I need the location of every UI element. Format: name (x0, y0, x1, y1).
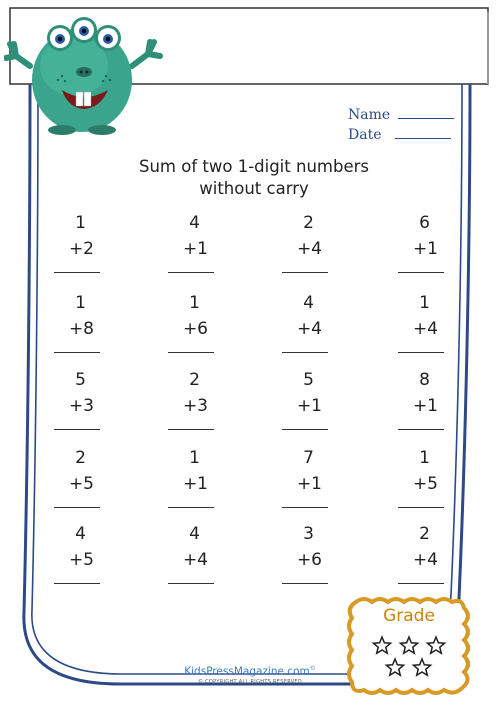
answer-line[interactable] (168, 507, 214, 508)
addend-bottom: +4 (412, 319, 438, 339)
addend-bottom: +1 (412, 396, 438, 416)
addend-top: 5 (303, 370, 314, 390)
addend-top: 1 (189, 293, 200, 313)
addend-bottom: +1 (296, 396, 322, 416)
addend-top: 2 (419, 524, 430, 544)
answer-line[interactable] (54, 272, 100, 273)
addition-problem (30, 445, 100, 497)
footer (150, 665, 350, 685)
answer-line[interactable] (54, 352, 100, 353)
addend-bottom: +4 (182, 550, 208, 570)
addend-top: 4 (303, 293, 314, 313)
addition-problem (258, 521, 328, 573)
addend-bottom: +8 (68, 319, 94, 339)
addend-top: 3 (303, 524, 314, 544)
answer-line[interactable] (168, 272, 214, 273)
brand-text (150, 665, 350, 678)
addition-problem (30, 367, 100, 419)
addition-problem (30, 290, 100, 342)
addition-problem (258, 290, 328, 342)
addend-bottom: +6 (182, 319, 208, 339)
grade-badge (346, 596, 472, 696)
answer-line[interactable] (398, 352, 444, 353)
answer-line[interactable] (168, 429, 214, 430)
addition-problem (374, 445, 444, 497)
answer-line[interactable] (54, 429, 100, 430)
addend-top: 1 (75, 293, 86, 313)
addend-top: 1 (189, 448, 200, 468)
title-line-2: without carry (199, 179, 309, 198)
addition-problem (30, 521, 100, 573)
addition-problem (144, 367, 214, 419)
addend-top: 2 (75, 448, 86, 468)
title-line-1: Sum of two 1-digit numbers (139, 157, 369, 176)
addend-bottom: +4 (296, 239, 322, 259)
grade-label: Grade (383, 606, 435, 626)
name-field[interactable] (348, 106, 454, 123)
addend-top: 4 (189, 213, 200, 233)
addition-problem (144, 290, 214, 342)
addend-bottom: +1 (296, 474, 322, 494)
addition-problem (374, 521, 444, 573)
addition-problem (374, 367, 444, 419)
addend-top: 7 (303, 448, 314, 468)
addend-top: 2 (189, 370, 200, 390)
addend-top: 8 (419, 370, 430, 390)
date-label: Date (348, 127, 382, 143)
answer-line[interactable] (168, 352, 214, 353)
addend-bottom: +4 (296, 319, 322, 339)
addition-problem (144, 445, 214, 497)
answer-line[interactable] (282, 583, 328, 584)
addend-bottom: +3 (68, 396, 94, 416)
answer-line[interactable] (54, 583, 100, 584)
answer-line[interactable] (398, 272, 444, 273)
addend-top: 1 (419, 293, 430, 313)
addend-top: 5 (75, 370, 86, 390)
addition-problem (258, 445, 328, 497)
addend-bottom: +5 (412, 474, 438, 494)
answer-line[interactable] (282, 272, 328, 273)
answer-line[interactable] (282, 352, 328, 353)
date-blank-line (395, 126, 451, 139)
addend-bottom: +1 (182, 239, 208, 259)
addend-top: 2 (303, 213, 314, 233)
date-field[interactable] (348, 126, 451, 143)
name-label: Name (348, 107, 391, 123)
addend-top: 4 (75, 524, 86, 544)
addition-problem (374, 290, 444, 342)
answer-line[interactable] (398, 429, 444, 430)
addition-problem (258, 367, 328, 419)
brand-name: KidsPressMagazine.com (184, 665, 310, 678)
answer-line[interactable] (168, 583, 214, 584)
addend-bottom: +5 (68, 474, 94, 494)
answer-line[interactable] (54, 507, 100, 508)
addition-problem (144, 210, 214, 262)
copyright-text: © COPYRIGHT ALL RIGHTS RESERVED (197, 678, 303, 685)
addend-bottom: +3 (182, 396, 208, 416)
brand-mark: © (309, 665, 316, 672)
addend-top: 6 (419, 213, 430, 233)
addend-top: 1 (75, 213, 86, 233)
addend-bottom: +1 (412, 239, 438, 259)
addend-bottom: +5 (68, 550, 94, 570)
addend-bottom: +1 (182, 474, 208, 494)
answer-line[interactable] (398, 583, 444, 584)
addition-problem (258, 210, 328, 262)
addend-bottom: +6 (296, 550, 322, 570)
answer-line[interactable] (282, 507, 328, 508)
monster-mascot-illustration (4, 4, 164, 136)
addend-bottom: +2 (68, 239, 94, 259)
addend-top: 1 (419, 448, 430, 468)
answer-line[interactable] (398, 507, 444, 508)
addition-problem (144, 521, 214, 573)
addend-top: 4 (189, 524, 200, 544)
name-blank-line (398, 106, 454, 119)
addition-problem (30, 210, 100, 262)
answer-line[interactable] (282, 429, 328, 430)
addition-problem (374, 210, 444, 262)
addend-bottom: +4 (412, 550, 438, 570)
worksheet-title (100, 156, 408, 200)
